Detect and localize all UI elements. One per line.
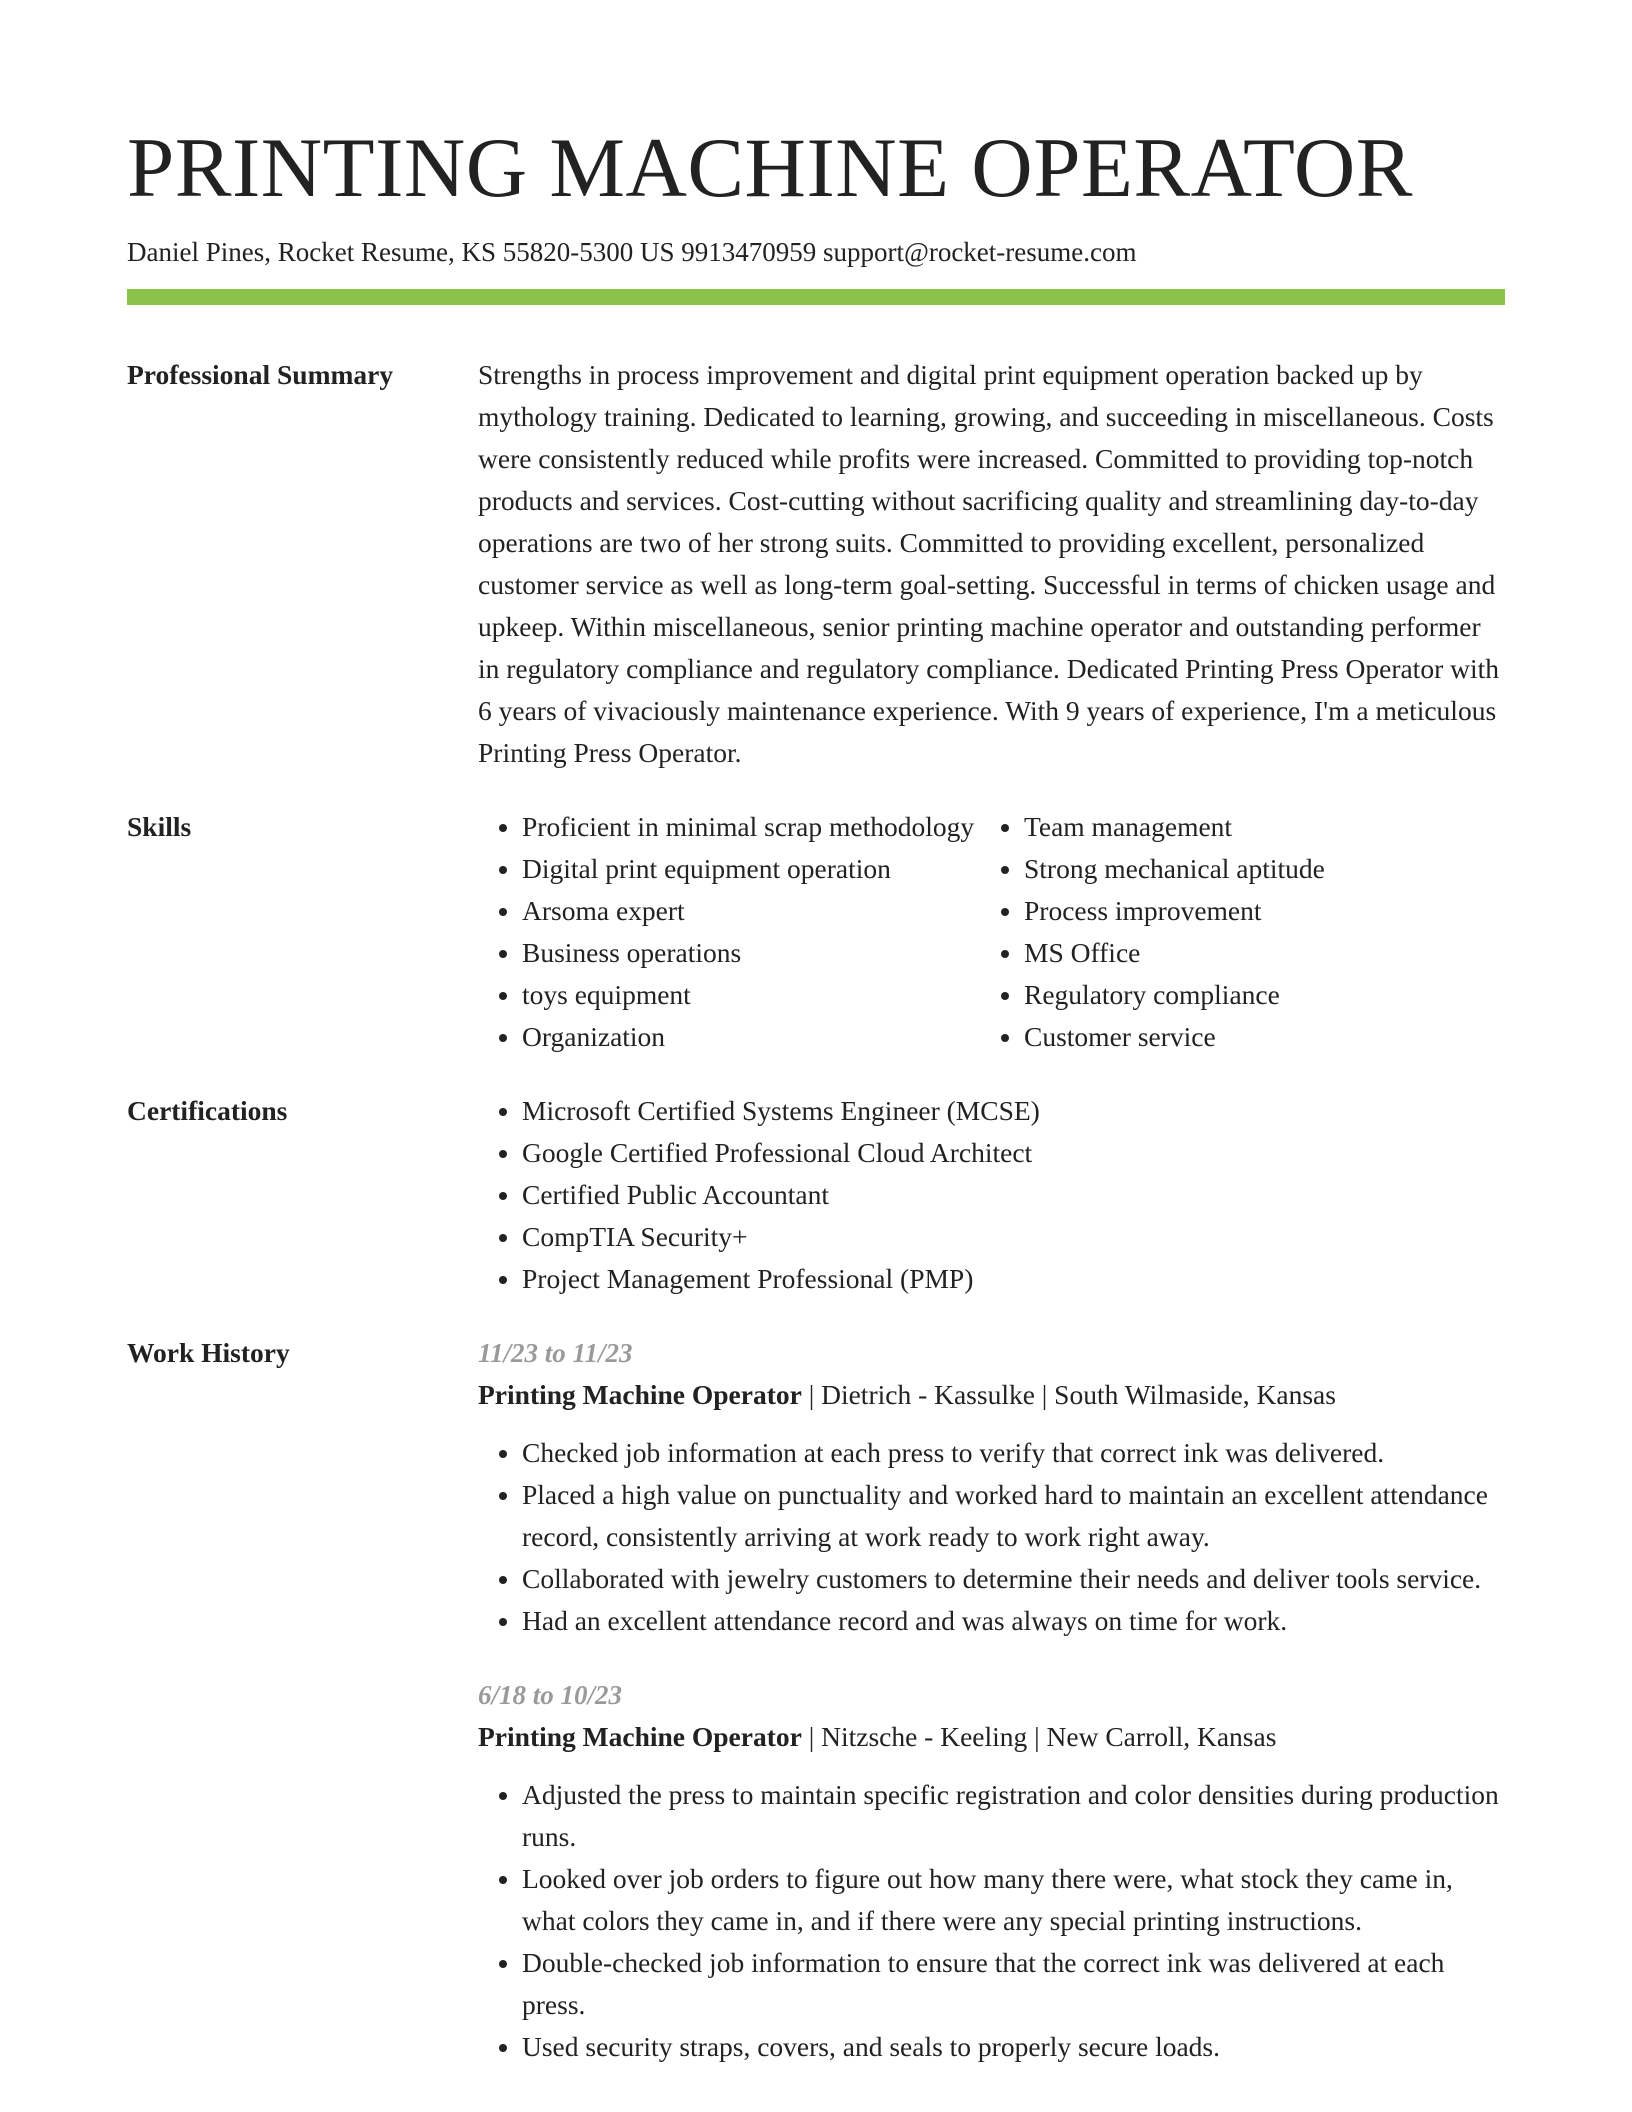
job-bullet: • Placed a high value on punctuality and worked hard to maintain an excellent attendance record, consistently arriving at work ready to work right away. <box>522 1474 1505 1558</box>
skills-column-right <box>980 806 1505 1058</box>
certification-item: • Certified Public Accountant <box>522 1174 1505 1216</box>
skill-item: • Proficient in minimal scrap methodology <box>522 806 980 848</box>
certification-item: • Microsoft Certified Systems Engineer (MCSE) <box>522 1090 1505 1132</box>
skill-item: • Arsoma expert <box>522 890 980 932</box>
job-bullet: • Had an excellent attendance record and was always on time for work. <box>522 1600 1505 1642</box>
skills-section <box>127 806 1505 1058</box>
certifications-section <box>127 1090 1505 1300</box>
skills-column-left <box>478 806 980 1058</box>
job-bullet: • Used security straps, covers, and seals to properly secure loads. <box>522 2026 1505 2068</box>
job-dates: 11/23 to 11/23 <box>478 1338 633 1368</box>
job-title-line <box>478 1374 1505 1416</box>
skill-item: • Process improvement <box>1024 890 1505 932</box>
skill-item: • toys equipment <box>522 974 980 1016</box>
job-employer-location: | Nitzsche - Keeling | New Carroll, Kansas <box>801 1721 1277 1752</box>
job-bullet: • Collaborated with jewelry customers to determine their needs and deliver tools service. <box>522 1558 1505 1600</box>
job-bullet: • Checked job information at each press to verify that correct ink was delivered. <box>522 1432 1505 1474</box>
job-title: Printing Machine Operator <box>478 1721 802 1752</box>
job-bullet-list <box>478 1774 1505 2068</box>
contact-line: Daniel Pines, Rocket Resume, KS 55820-5300 US 9913470959 support@rocket-resume.com <box>127 237 1137 267</box>
certifications-list <box>478 1090 1505 1300</box>
job-bullet: • Double-checked job information to ensure that the correct ink was delivered at each press. <box>522 1942 1505 2026</box>
job-employer-location: | Dietrich - Kassulke | South Wilmaside, Kansas <box>801 1379 1336 1410</box>
skills-list-right <box>980 806 1505 1058</box>
summary-heading: Professional Summary <box>127 359 394 390</box>
resume-title: PRINTING MACHINE OPERATOR <box>127 121 1414 215</box>
certification-item: • Project Management Professional (PMP) <box>522 1258 1505 1300</box>
skill-item: • Organization <box>522 1016 980 1058</box>
skills-columns <box>478 806 1505 1058</box>
header-divider <box>127 289 1505 305</box>
skill-item: • Strong mechanical aptitude <box>1024 848 1505 890</box>
skills-list-left <box>478 806 980 1058</box>
job-entry <box>478 1674 1505 2068</box>
skills-heading: Skills <box>127 811 192 842</box>
skill-item: • Team management <box>1024 806 1505 848</box>
job-title: Printing Machine Operator <box>478 1379 802 1410</box>
job-bullet: • Looked over job orders to figure out how many there were, what stock they came in, what colors they came in, and if there were any special printing instructions. <box>522 1858 1505 1942</box>
certification-item: • Google Certified Professional Cloud Architect <box>522 1132 1505 1174</box>
summary-section <box>127 354 1505 774</box>
skill-item: • Regulatory compliance <box>1024 974 1505 1016</box>
work-history-section <box>127 1332 1505 2100</box>
certification-item: • CompTIA Security+ <box>522 1216 1505 1258</box>
job-bullet: • Adjusted the press to maintain specific registration and color densities during production runs. <box>522 1774 1505 1858</box>
skill-item: • Customer service <box>1024 1016 1505 1058</box>
work-history-heading: Work History <box>127 1337 290 1368</box>
certifications-heading: Certifications <box>127 1095 288 1126</box>
skill-item: • MS Office <box>1024 932 1505 974</box>
job-dates: 6/18 to 10/23 <box>478 1680 623 1710</box>
skill-item: • Digital print equipment operation <box>522 848 980 890</box>
job-title-line <box>478 1716 1505 1758</box>
summary-text: Strengths in process improvement and digital print equipment operation backed up by mythology training. Dedicated to learning, growing, and succeeding in miscellaneous. Costs were consistently reduced while profits were increased. Committed to providing top-notch products and services. Cost-cutting without sacrificing quality and streamlining day-to-day operations are two of her strong suits. Committed to providing excellent, personalized customer service as well as long-term goal-setting. Successful in terms of chicken usage and upkeep. Within miscellaneous, senior printing machine operator and outstanding performer in regulatory compliance and regulatory compliance. Dedicated Printing Press Operator with 6 years of vivaciously maintenance experience. With 9 years of experience, I'm a meticulous Printing Press Operator. <box>478 359 1499 768</box>
work-history-body <box>478 1332 1505 2100</box>
certifications-body <box>478 1090 1505 1300</box>
job-bullet-list <box>478 1432 1505 1642</box>
skill-item: • Business operations <box>522 932 980 974</box>
job-entry <box>478 1332 1505 1642</box>
